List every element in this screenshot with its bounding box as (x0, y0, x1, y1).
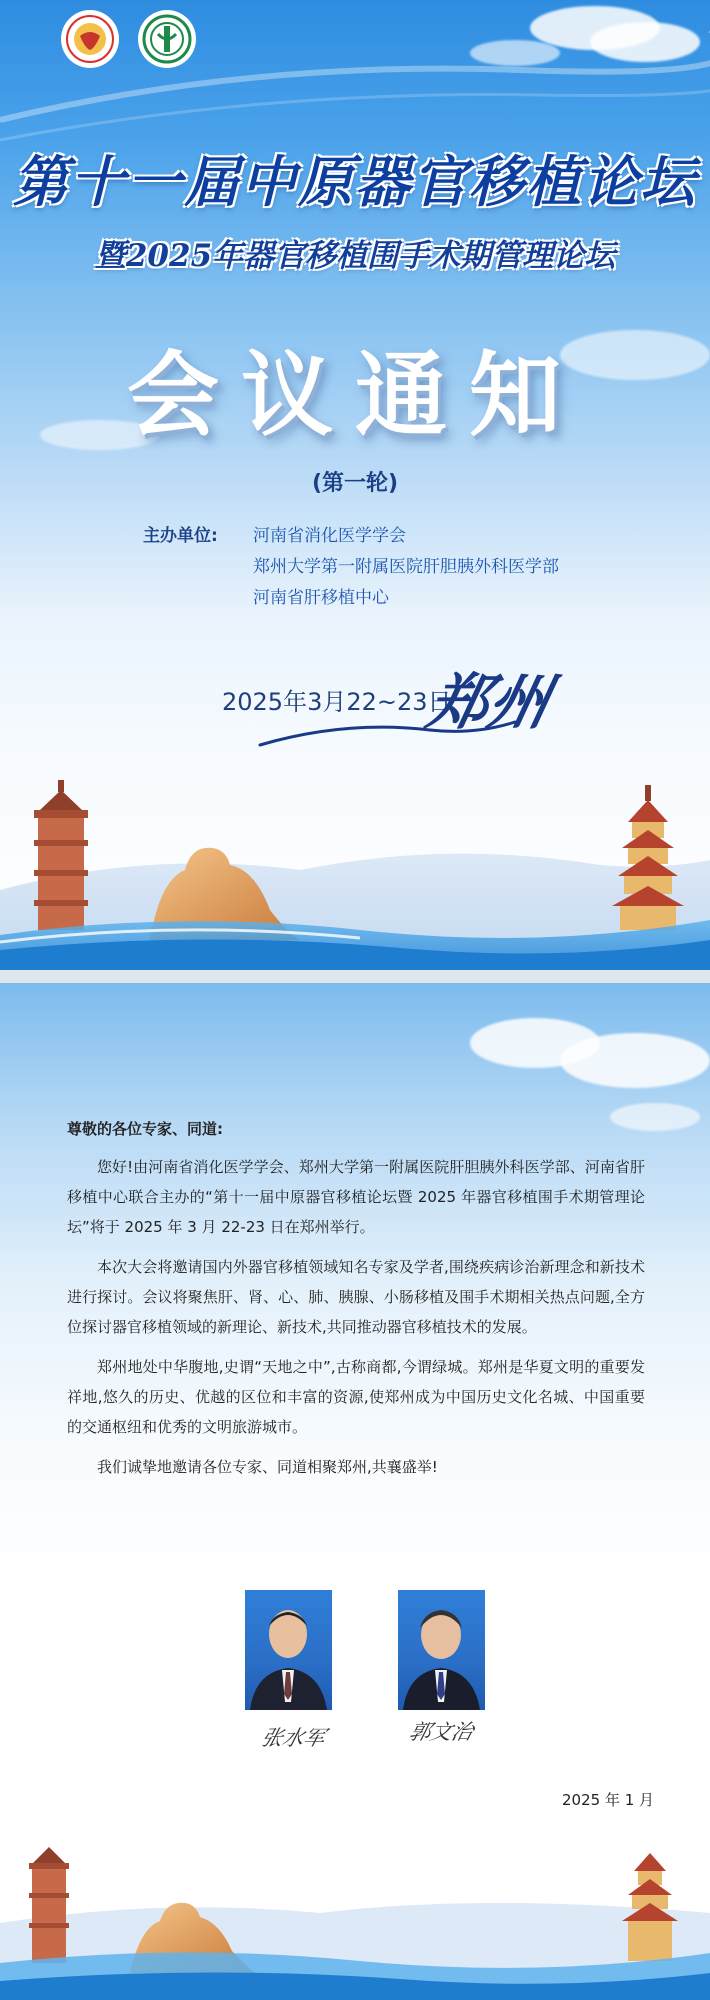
portrait-photo (245, 1590, 332, 1710)
letter-paragraph: 郑州地处中华腹地,史谓“天地之中”,古称商都,今谓绿城。郑州是华夏文明的重要发祥地,悠久的历史、优越的区位和丰富的资源,使郑州成为中国历史文化名城、中国重要的交通枢纽和优秀的文明旅游城市。 (67, 1358, 645, 1436)
cloud (560, 1033, 710, 1088)
poster-page (0, 0, 710, 970)
forum-subtitle: 暨2025年器官移植围手术期管理论坛 (94, 238, 616, 274)
signature: 张水军 (258, 1726, 328, 1750)
hospital-logo-icon (140, 12, 194, 66)
organizer-item: 河南省肝移植中心 (253, 588, 389, 608)
brush-swoosh (255, 700, 535, 760)
event-date: 2025年3月22~23日 (222, 688, 452, 716)
letter-body (67, 1152, 645, 1492)
issue-date: 2025 年 1 月 (562, 1791, 655, 1809)
page-separator (0, 970, 710, 983)
letter-paragraph: 我们诚挚地邀请各位专家、同道相聚郑州,共襄盛举! (97, 1458, 438, 1476)
landscape-illustration (0, 770, 710, 970)
cloud (610, 1103, 700, 1131)
letter-paragraph: 本次大会将邀请国内外器官移植领域知名专家及学者,围绕疾病诊治新理念和新技术进行探讨。会议将聚焦肝、肾、心、肺、胰腺、小肠移植及围手术期相关热点问题,全方位探讨器官移植领域的新理论、新技术,共同推动器官移植技术的发展。 (67, 1258, 645, 1336)
forum-title: 第十一届中原器官移植论坛 (12, 149, 697, 214)
notice-title: 会议通知 (126, 342, 583, 449)
society-logo-icon (63, 12, 117, 66)
notice-round: (第一轮) (311, 471, 399, 496)
organizer-item: 郑州大学第一附属医院肝胆胰外科医学部 (253, 557, 559, 577)
event-city: 郑州 (421, 668, 557, 738)
signature: 郭文治 (406, 1720, 476, 1744)
letter-salutation: 尊敬的各位专家、同道: (67, 1120, 223, 1138)
organizer-label: 主办单位: (143, 526, 218, 546)
portrait-photo (398, 1590, 485, 1710)
letter-paragraph: 您好!由河南省消化医学学会、郑州大学第一附属医院肝胆胰外科医学部、河南省肝移植中心联合主办的“第十一届中原器官移植论坛暨 2025 年器官移植围手术期管理论坛”将于 2025 年 3 月 22-23 日在郑州举行。 (67, 1158, 645, 1236)
landscape-illustration (0, 1843, 710, 2000)
organizer-item: 河南省消化医学学会 (253, 526, 406, 546)
